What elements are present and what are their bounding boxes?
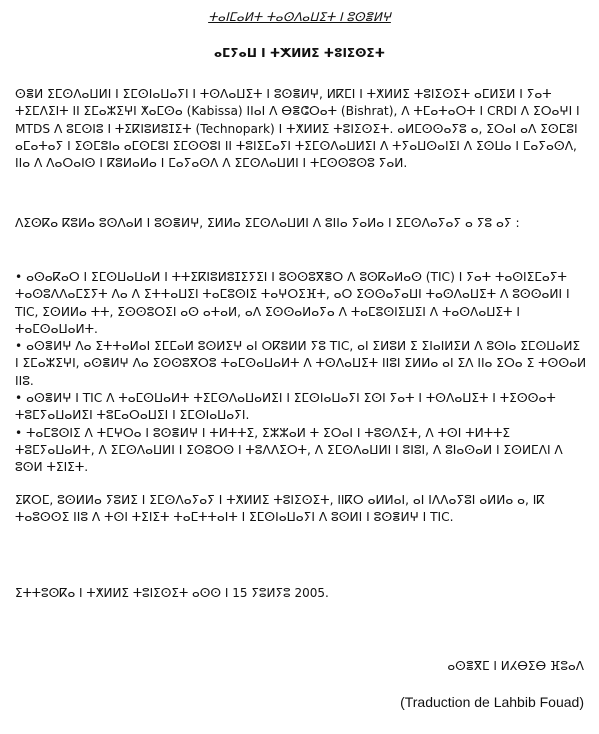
dateline: ⵉⵜⵜⵓⵙⴽⴰ ⵏ ⵜⵅⵍⵍⵉ ⵜⵓⵏⵉⵙⵉⵜ ⴰⵙⵙ ⵏ 15 ⵢⵓⵍⵢⵓ 2005.	[15, 586, 329, 600]
translation-credit: (Traduction de Lahbib Fouad)	[400, 694, 584, 710]
paragraph-2: ⴷⵉⵙⴽⴰ ⴽⵓⵍⴰ ⵓⵙⴷⴰⵍ ⵏ ⵓⵙⴻⵍⵖ, ⵉⵍⵍⴰ ⵉⵎⵙⴷⴰⵡⵍⵏ ⴷ ⵓⵏⵏⴰ ⵢⴰⵍⴰ ⵏ ⵉⵎⵙⴷⴰⵢⴰⵢ ⴰ ⵢⵓ ⴰⵢ :	[15, 216, 520, 230]
document-subtitle: ⴰⵎⵢⴰⵡ ⵏ ⵜⵅⵍⵍⵉ ⵜⵓⵏⵉⵙⵉⵜ	[213, 46, 386, 60]
signature: ⴰⵙⴻⴳⵎ ⵏ ⵍⵃⴱⵉⴱ ⴼⵓⴰⴷ	[447, 659, 584, 673]
bullet-item: • ⵜⴰⵎⵓⵙⵏⵉ ⴷ ⵜⵎⵖⵔⴰ ⵏ ⵓⵙⴻⵍⵖ ⵏ ⵜⵍⵜⵜⵉ, ⵉⵣⵣⴰⵍ ⵜ ⵉⵔⴰⵏ ⵏ ⵜⵓⵙⴷⵉⵜ, ⴷ ⵜⵙⵏ ⵜⵍⵜⵜⵉ ⵜⵓⵎⵢⴰⵡⴰⵍⵜ, ⴷ ⵉⵎⵙⴷⴰⵡⵍⵏ ⵏ ⵉⵙⵓⵔⵙ ⵏ ⵜⵓⴷⴷⵉⵔⵜ, ⴷ ⵉⵎⵙⴷⴰⵡⵍⵏ ⵏ ⵓⵏⵓⵏ, ⴷ ⵓⵏⴰⵙⴰⵍ ⵏ ⵉⵙⵍⵎⴷⵏ ⴷ ⵓⵙⵍ ⵜⵉⵏⵉⵜ.	[15, 425, 563, 475]
document-title: ⵜⴰⵏⵎⴰⵍⵜ ⵜⴰⵙⴷⴰⵡⵉⵜ ⵏ ⵓⵙⴻⵍⵖ	[208, 10, 391, 24]
paragraph-1: ⵙⴻⵍ ⵉⵎⵙⴷⴰⵡⵍⵏ ⵏ ⵉⵎⵙⵏⴰⵡⴰⵢⵏ ⵏ ⵜⵙⴷⴰⵡⵉⵜ ⵏ ⵓⵙⴻⵍⵖ, ⵍⴽⵎⵏ ⵏ ⵜⵅⵍⵍⵉ ⵜⵓⵏⵉⵙⵉⵜ ⴰⵎⵍⵉⵍ ⵏ ⵢⴰⵜ ⵜⵉⵎⴷⵉⵏⵜ ⵏⵏ ⵉⵎⴰⵣⵉⵖⵏ ⵅⴰⵎⵙⴰ (Kabissa) ⵏⵏⴰⵏ ⴷ ⴱⴻⵛⵔⴰⵜ (Bishrat), ⴷ ⵜⵎⴰⵜⴰⵔⵜ ⵏ CRDI ⴷ ⵉⵔⴰⵖⵏ ⵏ MTDS ⴷ ⵓⵎⵙⵏⵓ ⵏ ⵜⵉⴽⵏⵓⵍⵓⵊⵉⵜ (Technopark) ⵏ ⵜⵅⵍⵍⵉ ⵜⵓⵏⵉⵙⵉⵜ. ⴰⵍⵎⵙⵙⴰⵢⵓ ⴰ, ⵉⵔⴰⵏ ⴰⴷ ⵉⵙⵎⵓⵏ ⴰⵎⴰⵜⴰⵢ ⵏ ⵉⵙⵎⵓⵏⴰ ⴰⵎⵙⵎⵓⵏ ⵉⵎⵙⵙⵓⵏ ⵏⵏ ⵜⵓⵏⵉⵎⴰⵢⵏ ⵜⵉⵎⵙⴷⴰⵡⵍⵉⵏ ⴷ ⵜⵢⴰⵡⵙⴰⵏⵉⵏ ⴷ ⵉⵙⵡⴰ ⵏ ⵎⴰⵢⴰⵙⴷ, ⵏⵏⴰ ⴷ ⴷⴰⵔⴰⵏⵙ ⵏ ⴽⵓⵍⴰⵍⴰ ⵏ ⵎⴰⵢⴰⵙⴷ ⴷ ⵉⵎⵙⴷⴰⵡⵍⵏ ⵏ ⵜⵎⵙⵙⵓⵙⵓ ⵢⴰⵍ.	[15, 87, 580, 171]
bullet-list	[15, 269, 587, 477]
closing-paragraph: ⵉⴽⵔⵎ, ⵓⵙⵍⵍⴰ ⵢⵓⵍⵉ ⵏ ⵉⵎⵙⴷⴰⵢⴰⵢ ⵏ ⵜⵅⵍⵍⵉ ⵜⵓⵏⵉⵙⵉⵜ, ⵏⵏⴽⵔ ⴰⵍⵍⴰⵏ, ⴰⵏ ⵏⴷⴷⴰⵢⵓⵏ ⴰⵍⵍⴰ ⴰ, ⵏⴽ ⵜⴰⵓⵙⵙⵉ ⵏⵏⵓ ⴷ ⵜⵙⵏ ⵜⵉⵏⵉⵜ ⵜⴰⵎⵜⵜⴰⵏⵜ ⵏ ⵉⵎⵙⵏⴰⵡⴰⵢⵏ ⴷ ⵓⵙⵍⵏ ⵏ ⵓⵙⴻⵍⵖ ⵏ TIC.	[15, 493, 545, 525]
bullet-item: • ⴰⵙⴻⵍⵖ ⵏ TIC ⴷ ⵜⴰⵎⵙⵡⴰⵍⵜ ⵜⵉⵎⵙⴷⴰⵡⴰⵍⵉⵏ ⵏ ⵉⵎⵙⵏⴰⵡⴰⵢⵏ ⵉⵙⵏ ⵢⴰⵜ ⵏ ⵜⵙⴷⴰⵡⵉⵜ ⵏ ⵜⵉⵙⵙⴰⵜ ⵜⵓⵎⵢⴰⵡⴰⵍⵉⵏ ⵜⵓⵎⴰⵔⴰⵡⵉⵏ ⵏ ⵉⵎⵙⵏⴰⵡⴰⵢⵏ.	[15, 391, 556, 423]
bullet-item: • ⴰⵙⴻⵍⵖ ⴷⴰ ⵉⵜⵜⴰⵍⴰⵏ ⵉⵎⵎⴰⵍ ⵓⵙⵍⵉⵖ ⴰⵏ ⵔⴽⵓⵍⵍ ⵢⵓ TIC, ⴰⵏ ⵉⵍⵓⵍ ⵉ ⵉⵏⴰⵏⵍⵉⵍ ⴷ ⵓⵙⵏⴰ ⵉⵎⵙⵡⴰⵍⵉ ⵏ ⵉⵎⴰⵣⵉⵖⵏ, ⴰⵙⴻⵍⵖ ⴷⴰ ⵉⵙⵙⵓⴳⵔⵓ ⵜⴰⵎⵙⴰⵡⴰⵍⵜ ⴷ ⵜⵙⴷⴰⵡⵉⵜ ⵏⵏⵓⵏ ⵉⵍⵍⴰ ⴰⵏ ⵉⴷ ⵏⵏⴰ ⵉⵔⴰ ⵉ ⵜⵙⵙⴰⵍ ⵏⵏⵓ.	[15, 339, 587, 388]
bullet-item: • ⴰⵙⴰⴽⴰⵔ ⵏ ⵉⵎⵙⵡⴰⵡⴰⵍ ⵏ ⵜⵜⵉⴽⵏⵓⵍⵓⵊⵉⵢⵉⵏ ⵏ ⵓⵙⵙⵓⴳⴻⵔ ⴷ ⵓⵙⴽⴰⵍⴰⵙ (TIC) ⵏ ⵢⴰⵜ ⵜⴰⵙⵏⵉⵎⴰⵢⵜ ⵜⴰⵙⵓⴷⴷⴰⵎⵉⵢⵜ ⴷⴰ ⴷ ⵉⵜⵜⴰⵡⵉⵏ ⵜⴰⵎⵓⵙⵏⵉ ⵜⴰⵖⵔⵉⴼⵜ, ⴰⵔ ⵉⵙⵙⴰⵢⴰⵡⵏ ⵜⴰⵙⴷⴰⵡⵉⵜ ⴷ ⵓⵙⵙⴰⵍⵏ ⵏ TIC, ⵉⵙⵍⵍⴰ ⵜⵜ, ⵉⵙⵙⵓⵔⵉⵏ ⴰⵙ ⴰⵜⴰⵍ, ⴰⴷ ⵉⵙⵙⴰⵍⴰⵢⴰ ⴷ ⵜⴰⵎⵓⵙⵏⵉⵡⵉⵏ ⴷ ⵜⴰⵙⴷⴰⵡⵉⵜ ⵏ ⵜⴰⵎⵙⴰⵡⴰⵍⵜ.	[15, 270, 570, 336]
